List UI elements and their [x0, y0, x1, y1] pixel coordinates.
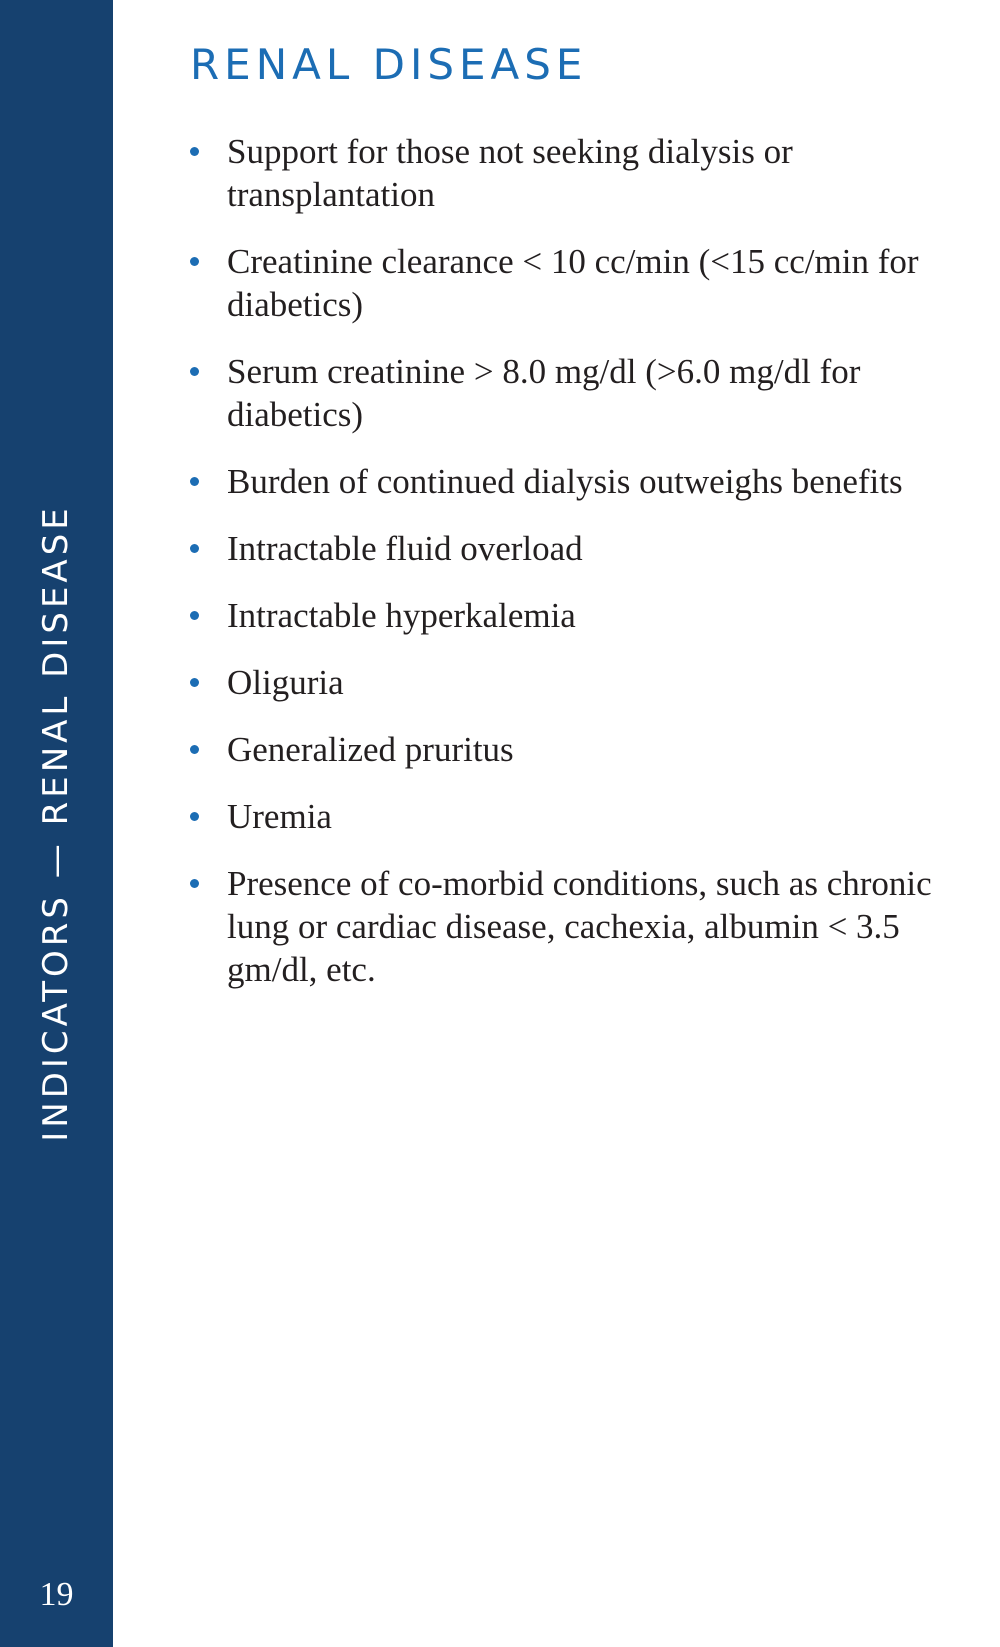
list-item: [190, 130, 950, 216]
list-item: [190, 460, 950, 503]
list-item: [190, 862, 950, 991]
page-number: 19: [39, 1576, 74, 1613]
list-item-text: Oliguria: [227, 663, 344, 702]
list-item-text: Intractable hyperkalemia: [227, 596, 576, 635]
bullet-icon: [190, 879, 199, 888]
list-item-text: Uremia: [227, 797, 332, 836]
bullet-icon: [190, 367, 199, 376]
section-label: INDICATORS — RENAL DISEASE: [36, 504, 76, 1142]
bullet-icon: [190, 611, 199, 620]
list-item-text: Support for those not seeking dialysis or transplantation: [227, 132, 793, 214]
list-item: [190, 240, 950, 326]
sidebar: [0, 0, 113, 1647]
bullet-icon: [190, 544, 199, 553]
list-item-text: Creatinine clearance < 10 cc/min (<15 cc/min for diabetics): [227, 242, 919, 324]
list-item-text: Generalized pruritus: [227, 730, 514, 769]
bullet-icon: [190, 745, 199, 754]
list-item-text: Intractable fluid overload: [227, 529, 583, 568]
bullet-icon: [190, 812, 199, 821]
list-item: [190, 728, 950, 771]
list-item-text: Serum creatinine > 8.0 mg/dl (>6.0 mg/dl for diabetics): [227, 352, 861, 434]
list-item-text: Burden of continued dialysis outweighs benefits: [227, 462, 903, 501]
bullet-icon: [190, 477, 199, 486]
indicator-list: [190, 130, 950, 1015]
list-item: [190, 350, 950, 436]
page-title: RENAL DISEASE: [190, 40, 588, 89]
bullet-icon: [190, 257, 199, 266]
list-item: [190, 795, 950, 838]
bullet-icon: [190, 678, 199, 687]
bullet-icon: [190, 147, 199, 156]
list-item: [190, 661, 950, 704]
list-item: [190, 594, 950, 637]
list-item: [190, 527, 950, 570]
list-item-text: Presence of co-morbid conditions, such as chronic lung or cardiac disease, cachexia, albumin < 3.5 gm/dl, etc.: [227, 864, 932, 989]
